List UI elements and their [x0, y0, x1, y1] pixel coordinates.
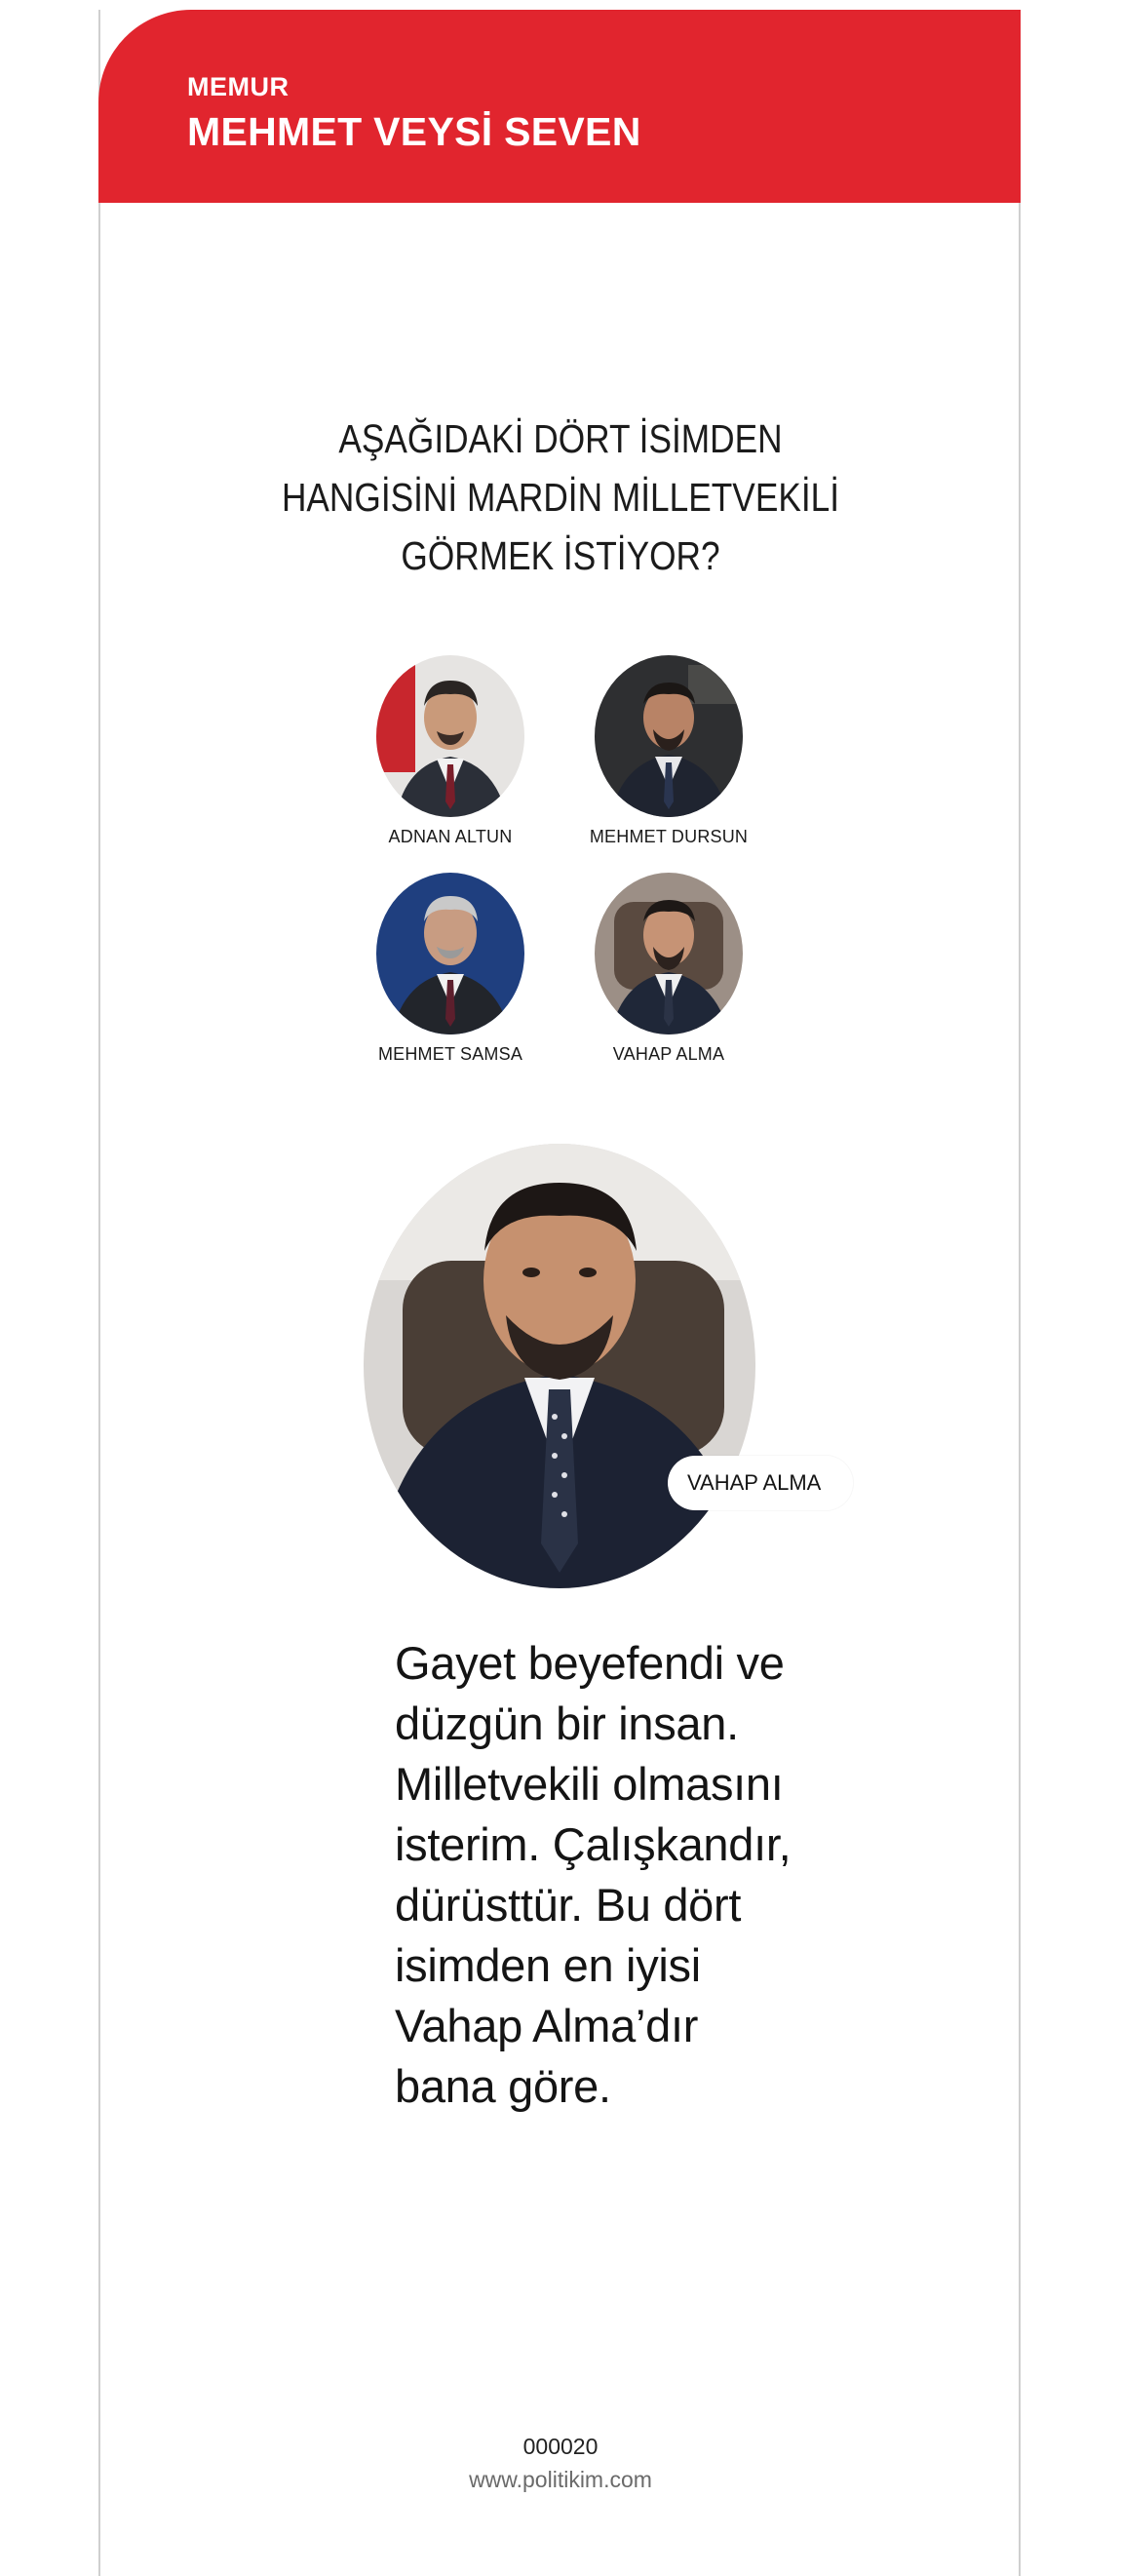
quote-line: isterim. Çalışkandır,: [395, 1818, 792, 1870]
question-heading: [263, 410, 859, 585]
respondent-name: MEHMET VEYSİ SEVEN: [187, 109, 641, 154]
respondent-quote: [395, 1633, 804, 2117]
selected-candidate-label: VAHAP ALMA: [668, 1456, 853, 1510]
quote-line: Vahap Alma’dır: [395, 2000, 699, 2051]
portrait-photo-icon: [595, 873, 743, 1034]
candidate-name: MEHMET DURSUN: [589, 827, 749, 846]
candidate-name: ADNAN ALTUN: [388, 827, 513, 846]
candidate-card: [542, 873, 795, 1065]
quote-line: Gayet beyefendi ve: [395, 1637, 785, 1689]
quote-line: dürüsttür. Bu dört: [395, 1879, 742, 1931]
candidate-name: MEHMET SAMSA: [377, 1044, 523, 1064]
candidate-photo: [376, 655, 524, 817]
question-line: GÖRMEK İSTİYOR?: [401, 533, 720, 578]
candidate-card: [324, 655, 577, 847]
question-line: AŞAĞIDAKİ DÖRT İSİMDEN: [338, 416, 783, 461]
respondent-role: MEMUR: [187, 72, 290, 101]
portrait-photo-icon: [364, 1144, 755, 1588]
header-banner: [98, 10, 1021, 203]
quote-line: Milletvekili olmasını: [395, 1758, 784, 1810]
candidate-photo: [595, 655, 743, 817]
candidate-card: [542, 655, 795, 847]
candidate-photo: [376, 873, 524, 1034]
quote-line: bana göre.: [395, 2060, 611, 2112]
page-number: 000020: [522, 2434, 599, 2459]
candidate-name: VAHAP ALMA: [612, 1044, 725, 1064]
question-line: HANGİSİNİ MARDİN MİLLETVEKİLİ: [281, 475, 840, 520]
portrait-photo-icon: [376, 873, 524, 1034]
candidate-photo: [595, 873, 743, 1034]
selected-candidate-photo: [364, 1144, 755, 1588]
portrait-photo-icon: [376, 655, 524, 817]
quote-line: isimden en iyisi: [395, 1939, 701, 1991]
portrait-photo-icon: [595, 655, 743, 817]
candidate-card: [324, 873, 577, 1065]
website-link[interactable]: www.politikim.com: [469, 2467, 652, 2492]
quote-line: düzgün bir insan.: [395, 1698, 739, 1749]
